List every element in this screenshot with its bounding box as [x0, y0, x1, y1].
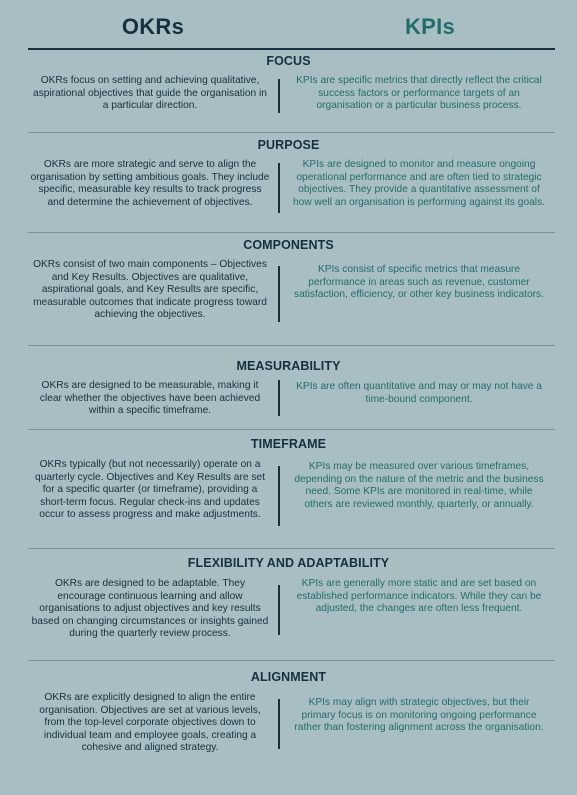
- section-title-timeframe: TIMEFRAME: [250, 437, 327, 451]
- section-title-focus: FOCUS: [266, 54, 311, 68]
- alignment-okr-text: OKRs are explicitly designed to align the entire organisation. Objectives are set at various levels, from the top-level corporate objectives down to individual team and employee goals, creating a cohesive and aligned strategy.: [39, 692, 261, 754]
- section-separator: [28, 345, 555, 346]
- section-title-components: COMPONENTS: [243, 238, 334, 252]
- section-separator: [28, 548, 555, 549]
- focus-okr-text: OKRs focus on setting and achieving qualitative, aspirational objectives that guide the organisation in a particular direction.: [33, 75, 267, 112]
- comparison-header: [28, 12, 555, 50]
- section-separator: [28, 429, 555, 430]
- components-okr-text: OKRs consist of two main components – Objectives and Key Results. Objectives are qualitative, aspirational goals, and Key Results are specific, measurable outcomes that indicate progress toward achieving the objectives.: [33, 259, 267, 321]
- alignment-kpi-text: KPIs may align with strategic objectives, but their primary focus is on monitoring ongoing performance rather than fostering alignment across the organisation.: [294, 697, 544, 734]
- focus-column-divider: [278, 79, 280, 113]
- section-title-purpose: PURPOSE: [257, 138, 320, 152]
- measurability-column-divider: [278, 380, 280, 416]
- section-title-alignment: ALIGNMENT: [250, 670, 327, 684]
- purpose-okr-text: OKRs are more strategic and serve to align the organisation by setting ambitious goals. They include specific, measurable key results to track progress and determine the achievement of objectives.: [30, 159, 270, 208]
- components-kpi-text: KPIs consist of specific metrics that measure performance in areas such as revenue, customer satisfaction, efficiency, or other key business indicators.: [294, 264, 544, 301]
- section-title-measurability: MEASURABILITY: [236, 359, 341, 373]
- section-separator: [28, 132, 555, 133]
- kpis-column-title: KPIs: [404, 14, 456, 39]
- purpose-kpi-text: KPIs are designed to monitor and measure ongoing operational performance and are often tied to strategic objectives. They provide a quantitative assessment of how well an organisation is performing against its goals.: [293, 159, 545, 208]
- alignment-column-divider: [278, 699, 280, 749]
- timeframe-column-divider: [278, 466, 280, 526]
- section-separator: [28, 232, 555, 233]
- section-title-flexibility: FLEXIBILITY AND ADAPTABILITY: [187, 556, 390, 570]
- flexibility-column-divider: [278, 585, 280, 635]
- focus-kpi-text: KPIs are specific metrics that directly reflect the critical success factors or performance targets of an organisation or a particular business process.: [296, 75, 542, 112]
- measurability-okr-text: OKRs are designed to be measurable, making it clear whether the objectives have been achieved within a specific timeframe.: [39, 380, 261, 417]
- purpose-column-divider: [278, 163, 280, 213]
- flexibility-kpi-text: KPIs are generally more static and are set based on established performance indicators. While they can be adjusted, the changes are often less frequent.: [296, 578, 542, 615]
- timeframe-kpi-text: KPIs may be measured over various timeframes, depending on the nature of the metric and the business need. Some KPIs are monitored in real-time, while others are reviewed monthly, quarterly, or annually.: [294, 461, 544, 510]
- components-column-divider: [278, 266, 280, 322]
- measurability-kpi-text: KPIs are often quantitative and may or may not have a time-bound component.: [296, 381, 542, 405]
- timeframe-okr-text: OKRs typically (but not necessarily) operate on a quarterly cycle. Objectives and Key Results are set for a specific quarter (or timeframe), providing a short-term focus. Regular check-ins and updates occur to assess progress and make adjustments.: [35, 459, 265, 521]
- section-separator: [28, 660, 555, 661]
- flexibility-okr-text: OKRs are designed to be adaptable. They encourage continuous learning and allow organisations to adjust objectives and key results based on changing circumstances or insights gained during the quarterly review process.: [31, 578, 269, 640]
- okrs-column-title: OKRs: [121, 14, 185, 39]
